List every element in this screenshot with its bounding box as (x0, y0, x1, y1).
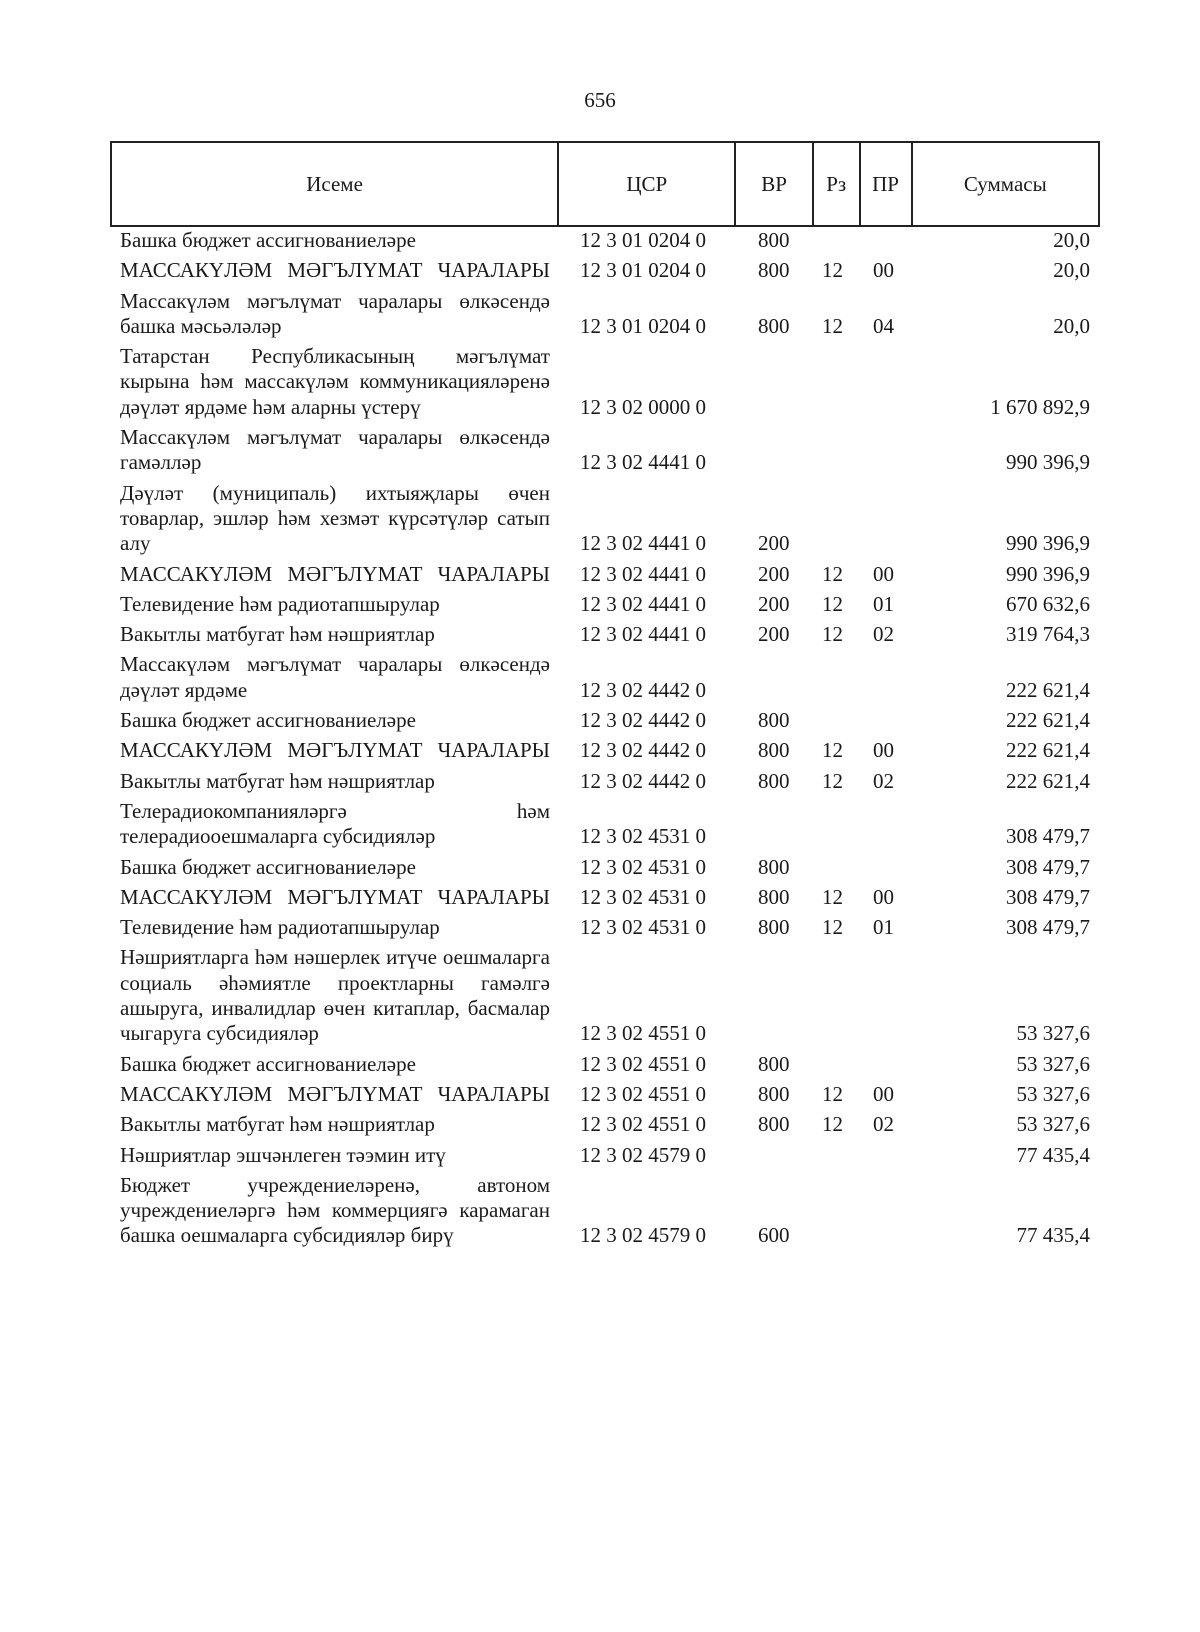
row-rz: 12 (822, 591, 843, 616)
table-row (0, 258, 1200, 283)
row-name: Вакытлы матбугат һәм нәшриятлар (120, 768, 435, 793)
table-row (0, 1173, 1200, 1249)
table-row (0, 915, 1200, 940)
row-vr: 800 (758, 768, 790, 793)
row-csr: 12 3 02 4442 0 (580, 738, 706, 763)
row-name: Массакүләм мәгълүмат чаралары өлкәсендә гамәлләр (120, 425, 550, 475)
row-vr: 600 (758, 1223, 790, 1248)
row-name: Телевидение һәм радиотапшырулар (120, 591, 440, 616)
row-vr: 800 (758, 738, 790, 763)
row-name: Вакытлы матбугат һәм нәшриятлар (120, 1112, 435, 1137)
row-csr: 12 3 01 0204 0 (580, 228, 706, 252)
row-vr: 800 (758, 1081, 790, 1106)
row-pr: 01 (873, 915, 894, 940)
row-sum: 308 479,7 (1006, 854, 1090, 879)
row-sum: 990 396,9 (1006, 450, 1090, 475)
row-name: Башка бюджет ассигнованиеләре (120, 854, 416, 879)
row-sum: 53 327,6 (1016, 1051, 1090, 1076)
row-vr: 200 (758, 622, 790, 647)
row-csr: 12 3 02 0000 0 (580, 394, 706, 419)
table-row (0, 289, 1200, 340)
row-csr: 12 3 02 4442 0 (580, 708, 706, 733)
row-name: Дәүләт (муниципаль) ихтыяҗлары өчен товарлар, эшләр һәм хезмәт күрсәтүләр сатып алу (120, 480, 550, 556)
table-row (0, 769, 1200, 794)
row-sum: 670 632,6 (1006, 591, 1090, 616)
row-rz: 12 (822, 768, 843, 793)
row-name: Башка бюджет ассигнованиеләре (120, 1051, 416, 1076)
row-name: МАССАКҮЛӘМ МӘГЪЛҮМАТ ЧАРАЛАРЫ (120, 1081, 550, 1106)
table-row (0, 622, 1200, 647)
row-sum: 222 621,4 (1006, 677, 1090, 702)
row-vr: 800 (758, 313, 790, 338)
row-name: МАССАКҮЛӘМ МӘГЪЛҮМАТ ЧАРАЛАРЫ (120, 884, 550, 909)
row-sum: 53 327,6 (1016, 1112, 1090, 1137)
header-sum: Суммасы (912, 142, 1099, 226)
table-row (0, 799, 1200, 850)
row-sum: 308 479,7 (1006, 884, 1090, 909)
row-vr: 800 (758, 708, 790, 733)
table-row (0, 1082, 1200, 1107)
row-name: Телевидение һәм радиотапшырулар (120, 915, 440, 940)
table-row (0, 855, 1200, 880)
table-row (0, 652, 1200, 703)
table-row (0, 885, 1200, 910)
row-name: МАССАКҮЛӘМ МӘГЪЛҮМАТ ЧАРАЛАРЫ (120, 258, 550, 283)
row-csr: 12 3 02 4551 0 (580, 1112, 706, 1137)
row-vr: 800 (758, 228, 790, 252)
row-rz: 12 (822, 884, 843, 909)
row-sum: 20,0 (1053, 228, 1090, 252)
row-sum: 222 621,4 (1006, 708, 1090, 733)
row-name: Вакытлы матбугат һәм нәшриятлар (120, 622, 435, 647)
row-csr: 12 3 02 4531 0 (580, 854, 706, 879)
row-name: Массакүләм мәгълүмат чаралары өлкәсендә дәүләт ярдәме (120, 652, 550, 702)
header-vr: ВР (735, 142, 812, 226)
row-csr: 12 3 01 0204 0 (580, 313, 706, 338)
row-csr: 12 3 02 4442 0 (580, 768, 706, 793)
row-rz: 12 (822, 313, 843, 338)
row-name: Татарстан Республикасының мәгълүмат кырына һәм массакүләм коммуникацияләренә дәүләт ярдәме һәм аларны үстерү (120, 344, 550, 419)
row-sum: 53 327,6 (1016, 1021, 1090, 1046)
row-sum: 990 396,9 (1006, 561, 1090, 586)
row-pr: 00 (873, 1081, 894, 1106)
table-row (0, 1052, 1200, 1077)
row-csr: 12 3 02 4551 0 (580, 1021, 706, 1046)
table-row (0, 738, 1200, 763)
row-rz: 12 (822, 258, 843, 283)
header-rz: Рз (813, 142, 860, 226)
row-sum: 222 621,4 (1006, 768, 1090, 793)
row-rz: 12 (822, 1112, 843, 1137)
row-vr: 200 (758, 591, 790, 616)
row-csr: 12 3 02 4531 0 (580, 915, 706, 940)
row-csr: 12 3 02 4441 0 (580, 531, 706, 556)
row-name: Телерадиокомпанияләргә һәм телерадиооешмаларга субсидияләр (120, 798, 550, 849)
row-sum: 20,0 (1053, 313, 1090, 338)
row-csr: 12 3 02 4441 0 (580, 622, 706, 647)
row-csr: 12 3 02 4441 0 (580, 591, 706, 616)
row-pr: 01 (873, 591, 894, 616)
row-name: Нәшриятлар эшчәнлеген тәэмин итү (120, 1142, 446, 1167)
row-csr: 12 3 02 4551 0 (580, 1081, 706, 1106)
row-rz: 12 (822, 738, 843, 763)
row-pr: 04 (873, 313, 894, 338)
row-sum: 990 396,9 (1006, 531, 1090, 556)
table-row (0, 425, 1200, 476)
row-csr: 12 3 02 4441 0 (580, 561, 706, 586)
row-pr: 02 (873, 1112, 894, 1137)
row-vr: 800 (758, 1112, 790, 1137)
table-row (0, 1112, 1200, 1137)
row-csr: 12 3 02 4531 0 (580, 884, 706, 909)
table-row (0, 344, 1200, 420)
row-vr: 800 (758, 915, 790, 940)
row-sum: 77 435,4 (1016, 1223, 1090, 1248)
row-csr: 12 3 01 0204 0 (580, 258, 706, 283)
table-row (0, 708, 1200, 733)
row-sum: 222 621,4 (1006, 738, 1090, 763)
row-vr: 800 (758, 258, 790, 283)
table-row (0, 562, 1200, 587)
row-rz: 12 (822, 1081, 843, 1106)
row-csr: 12 3 02 4442 0 (580, 677, 706, 702)
header-csr: ЦСР (558, 142, 735, 226)
row-vr: 200 (758, 531, 790, 556)
row-name: Башка бюджет ассигнованиеләре (120, 228, 416, 252)
row-pr: 00 (873, 884, 894, 909)
row-pr: 02 (873, 622, 894, 647)
row-vr: 800 (758, 884, 790, 909)
header-pr: ПР (860, 142, 912, 226)
row-sum: 53 327,6 (1016, 1081, 1090, 1106)
row-name: Бюджет учреждениеләренә, автоном учреждениеләргә һәм коммерциягә карамаган башка оешмаларга субсидияләр бирү (120, 1172, 550, 1248)
row-sum: 20,0 (1053, 258, 1090, 283)
table-row (0, 228, 1200, 253)
row-csr: 12 3 02 4579 0 (580, 1223, 706, 1248)
row-rz: 12 (822, 622, 843, 647)
row-name: Массакүләм мәгълүмат чаралары өлкәсендә башка мәсьәләләр (120, 288, 550, 338)
row-pr: 00 (873, 258, 894, 283)
row-name: Нәшриятларга һәм нәшерлек итүче оешмаларга социаль әһәмиятле проектларны гамәлгә ашыруга, инвалидлар өчен китаплар, басмалар чыгаруга субсидияләр (120, 945, 550, 1046)
header-name: Исеме (111, 142, 558, 226)
row-csr: 12 3 02 4441 0 (580, 450, 706, 475)
row-sum: 1 670 892,9 (990, 394, 1090, 419)
row-csr: 12 3 02 4531 0 (580, 824, 706, 849)
page-number: 656 (584, 88, 616, 112)
row-pr: 02 (873, 768, 894, 793)
row-rz: 12 (822, 561, 843, 586)
row-name: МАССАКҮЛӘМ МӘГЪЛҮМАТ ЧАРАЛАРЫ (120, 561, 550, 586)
row-vr: 200 (758, 561, 790, 586)
row-sum: 308 479,7 (1006, 824, 1090, 849)
row-vr: 800 (758, 854, 790, 879)
row-csr: 12 3 02 4551 0 (580, 1051, 706, 1076)
row-pr: 00 (873, 738, 894, 763)
row-sum: 77 435,4 (1016, 1142, 1090, 1167)
table-row (0, 481, 1200, 557)
row-vr: 800 (758, 1051, 790, 1076)
row-sum: 308 479,7 (1006, 915, 1090, 940)
row-name: МАССАКҮЛӘМ МӘГЪЛҮМАТ ЧАРАЛАРЫ (120, 738, 550, 763)
row-pr: 00 (873, 561, 894, 586)
row-rz: 12 (822, 915, 843, 940)
row-name: Башка бюджет ассигнованиеләре (120, 708, 416, 733)
table-row (0, 592, 1200, 617)
table-row (0, 1143, 1200, 1168)
row-csr: 12 3 02 4579 0 (580, 1142, 706, 1167)
row-sum: 319 764,3 (1006, 622, 1090, 647)
table-row (0, 945, 1200, 1046)
table-header (110, 141, 1100, 227)
table-body (0, 228, 1200, 1254)
